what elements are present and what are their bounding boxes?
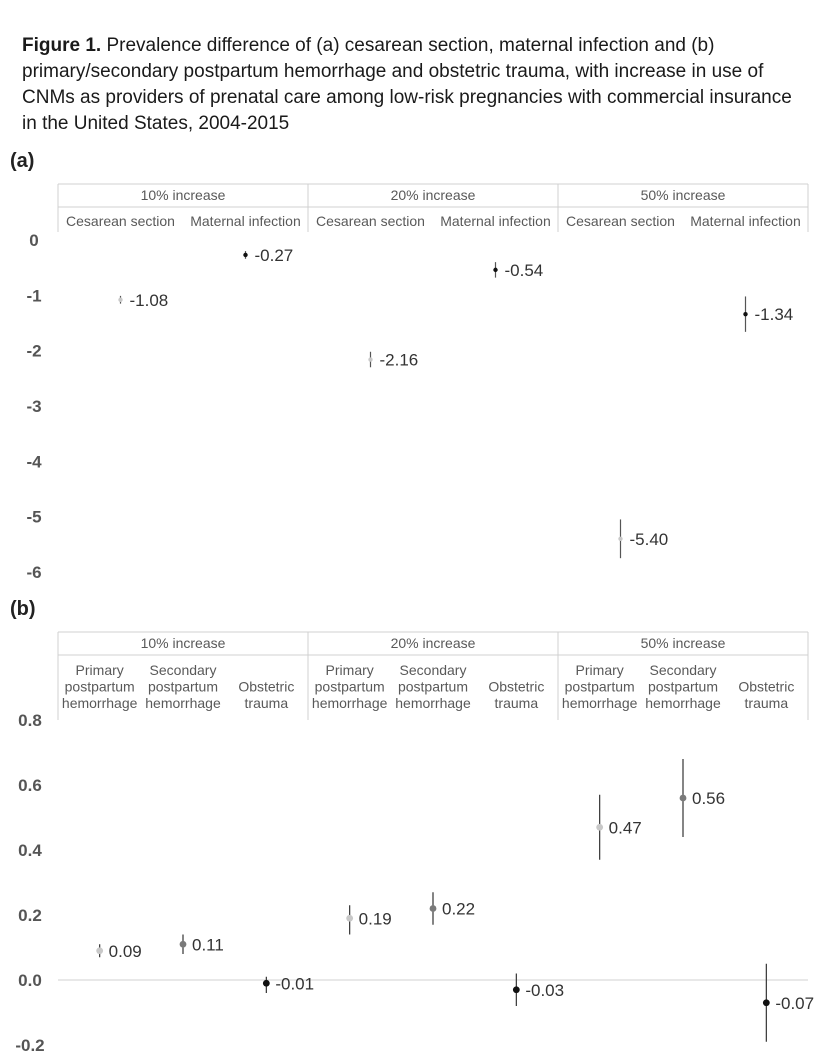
panel-b-data-label: 0.19 [358,909,392,929]
panel-b-category-label: hemorrhage [145,695,221,711]
panel-b-data-label: 0.11 [192,935,224,955]
panel-a-y-tick-label: -3 [26,397,42,416]
panel-a-data-label: -0.54 [504,260,544,280]
panel-b-category-label: trauma [744,695,789,711]
panel-b-category-label: postpartum [397,678,469,695]
panel-b-letter: (b) [10,598,36,620]
panel-a-data-point [618,537,622,541]
panel-b-data-label: -0.03 [525,980,565,1000]
panel-b-y-tick-label: 0.8 [18,711,42,730]
panel-b-data-label: 0.56 [692,789,726,808]
panel-b-category-label: Primary [325,662,374,678]
panel-a-category-label: Cesarean section [566,213,675,229]
panel-b-data-label: 0.09 [108,941,142,961]
panel-b-category-label: Obstetric [238,678,295,695]
panel-b-category-label: postpartum [564,678,635,695]
panel-a-category-label: Maternal infection [440,213,551,229]
panel-b-category-label: Obstetric [738,678,795,695]
panel-b-category-label: trauma [494,695,539,711]
panel-a-data-label: -0.27 [254,245,294,265]
panel-a-y-tick-label: 0 [29,231,39,250]
panel-b-y-tick-label: 0.2 [18,906,42,925]
panel-a-y-tick-label: -2 [26,341,42,361]
panel-a-category-label: Maternal infection [690,213,801,229]
figure-caption-text: Prevalence difference of (a) cesarean section, maternal infection and (b) primary/secondary postpartum hemorrhage and obstetric trauma, with increase in use of CNMs as providers of prenatal care among low-risk pregnancies with commercial insurance in the United States, 2004-2015 [22,35,792,134]
panel-b-category-label: hemorrhage [395,695,471,711]
panel-b-category-label: hemorrhage [311,695,388,711]
panel-a-data-label: -1.34 [754,305,794,325]
panel-b-data-label: -0.07 [775,993,815,1013]
figure-caption-lead: Figure 1. [22,35,102,56]
panel-b-data-point [596,824,603,831]
panel-a-letter: (a) [10,150,35,172]
panel-b-category-label: postpartum [64,678,135,695]
panel-a-group-label: 20% increase [390,187,476,203]
panel-b-category-label: postpartum [147,678,219,695]
panel-a-y-tick-label: -5 [26,507,42,527]
panel-b-data-point [763,999,770,1006]
panel-a-y-tick-label: -1 [26,286,42,306]
panel-a-data-point [493,268,497,272]
panel-a-group-label: 10% increase [140,187,226,203]
panel-b-data-point [263,980,270,987]
panel-a-data-label: -1.08 [129,290,169,310]
panel-b-y-tick-label: -0.2 [15,1036,45,1055]
panel-b-data-point [180,941,187,948]
panel-a-group-label: 50% increase [640,187,726,203]
panel-b-group-label: 20% increase [390,635,476,651]
panel-b-category-label: Secondary [149,662,217,678]
panel-a-data-point [368,357,372,361]
panel-a-category-label: Cesarean section [66,213,175,229]
panel-b-data-point [96,947,103,954]
panel-b-category-label: postpartum [647,678,719,695]
panel-a-data-label: -2.16 [379,350,419,370]
panel-b-category-label: Primary [575,662,624,678]
panel-b-group-label: 50% increase [640,635,726,651]
panel-b-data-point [680,795,687,802]
panel-b-category-label: Obstetric [488,678,545,695]
panel-b-data-point [513,986,520,993]
panel-a-data-label: -5.40 [629,529,669,549]
panel-b-data-point [430,905,437,912]
panel-b-data-label: 0.47 [608,818,642,838]
panel-a-y-tick-label: -4 [26,452,42,472]
panel-b-data-label: 0.22 [442,899,476,919]
panel-b-category-label: trauma [244,695,289,711]
panel-b-category-label: hemorrhage [61,695,138,711]
panel-b-category-label: Secondary [399,662,467,678]
panel-b-y-tick-label: 0.0 [18,971,42,990]
panel-b-category-label: postpartum [314,678,385,695]
panel-a-category-label: Cesarean section [316,213,425,229]
panel-b-category-label: hemorrhage [561,695,638,711]
panel-a-data-point [243,253,247,257]
panel-b-y-tick-label: 0.6 [18,776,42,795]
panel-a-chart [26,184,808,582]
panel-b-y-tick-label: 0.4 [18,841,42,860]
panel-a-y-tick-label: -6 [26,563,42,582]
panel-b-category-label: Secondary [649,662,717,678]
panel-b-data-label: -0.01 [275,974,315,994]
panel-a-data-point [743,312,747,316]
panel-a-data-point [118,298,122,302]
panel-b-group-label: 10% increase [140,635,226,651]
panel-b-category-label: hemorrhage [645,695,721,711]
panel-b-chart [15,632,814,1055]
panel-b-category-label: Primary [75,662,124,678]
panel-b-data-point [346,915,353,922]
panel-a-category-label: Maternal infection [190,213,301,229]
